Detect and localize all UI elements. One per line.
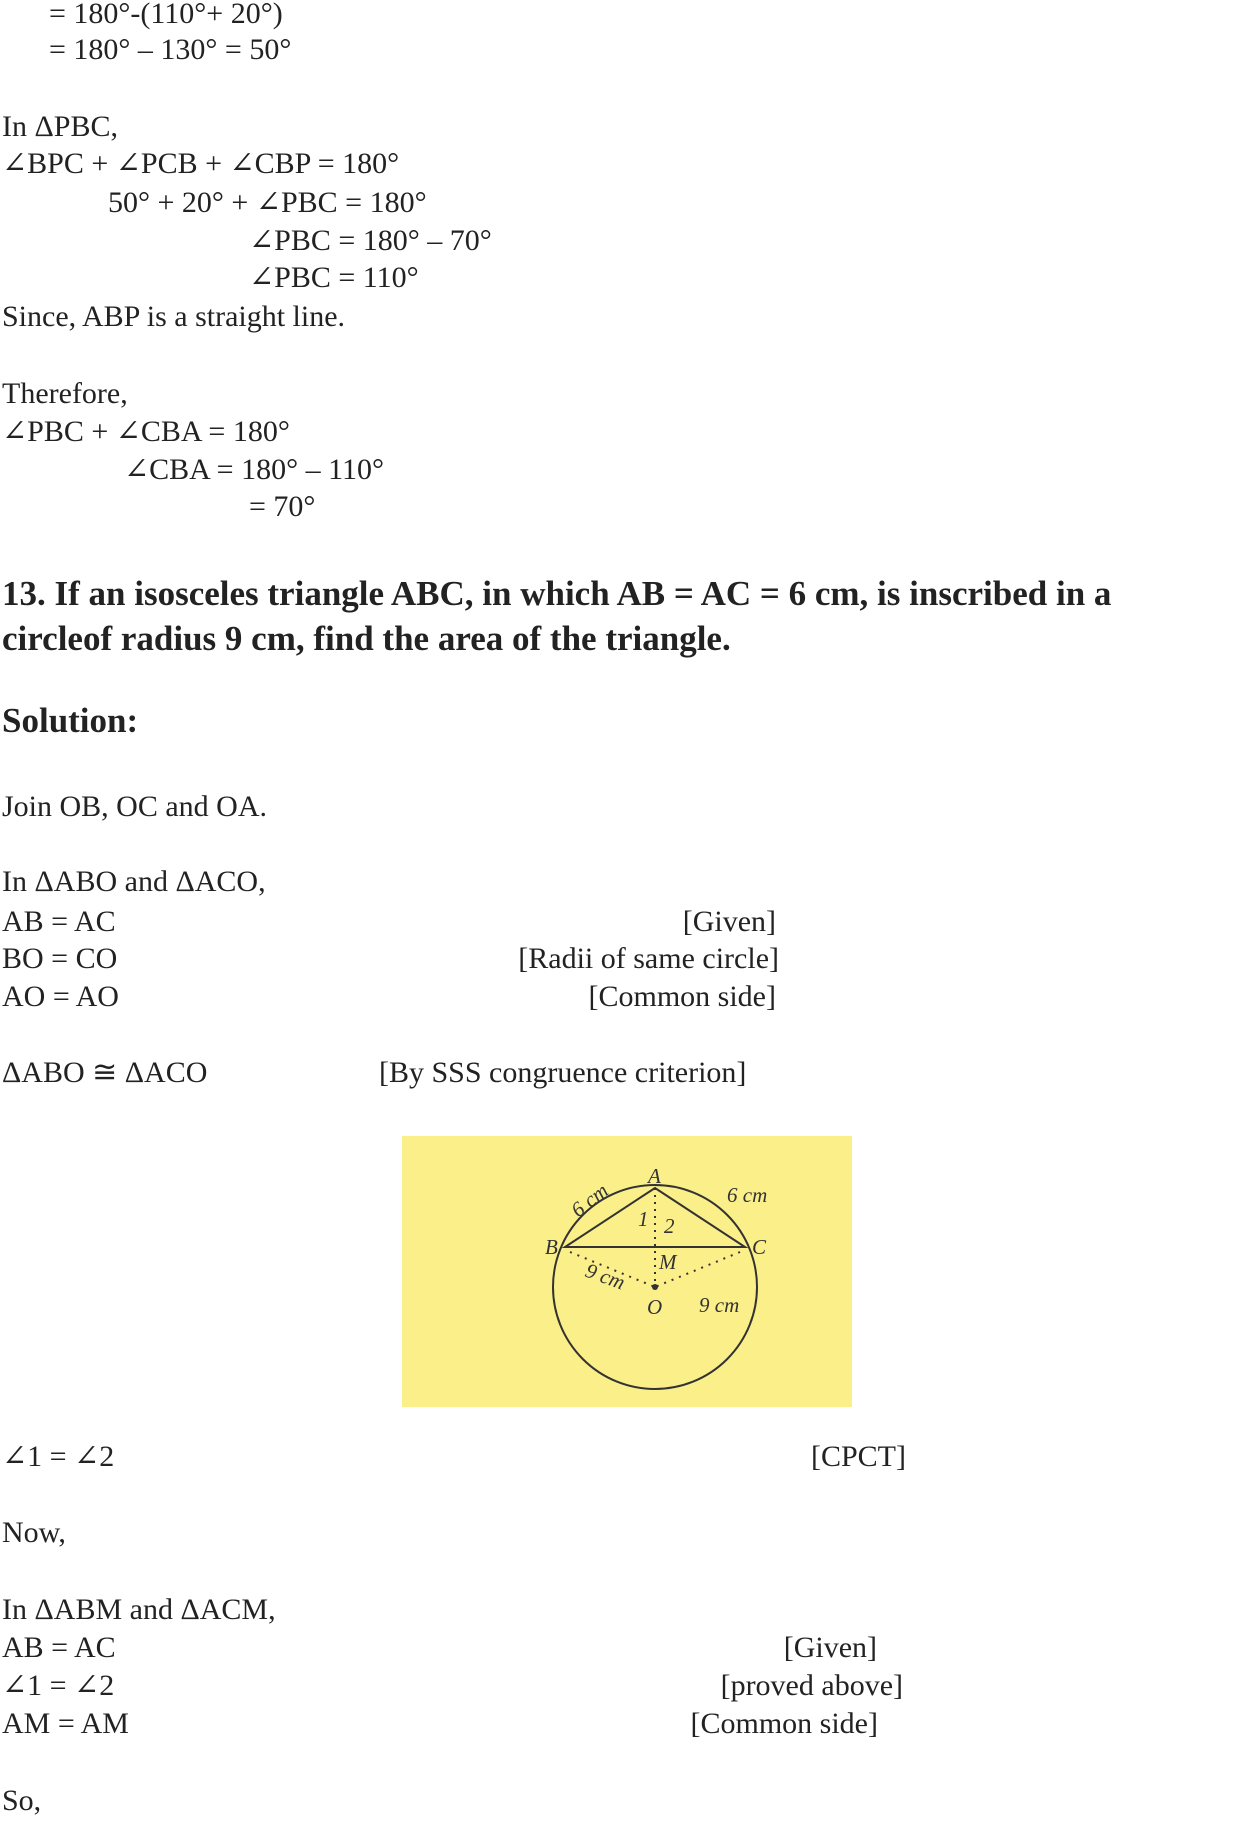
geometry-figure (402, 1136, 852, 1407)
text-line: So, (2, 1784, 42, 1817)
text-line: ∠1 = ∠2 (2, 1669, 115, 1702)
text-line: ∠1 = ∠2 (2, 1440, 115, 1473)
reason: [Common side] (690, 1707, 878, 1740)
label-ac: 6 cm (727, 1183, 768, 1207)
label-c: C (752, 1235, 767, 1259)
text-line: In ΔABO and ΔACO, (2, 865, 266, 898)
label-ob: 9 cm (582, 1258, 629, 1295)
text-line: ∠PBC = 180° – 70° (249, 224, 492, 257)
label-ab: 6 cm (566, 1178, 613, 1222)
solution-heading: Solution: (2, 701, 139, 740)
label-oc: 9 cm (699, 1293, 740, 1317)
text-line: Therefore, (2, 377, 128, 410)
text-line: = 180°-(110°+ 20°) (49, 0, 283, 30)
text-line: In ΔABM and ΔACM, (2, 1593, 276, 1626)
reason: [CPCT] (810, 1440, 906, 1473)
text-line: AB = AC (2, 1631, 116, 1664)
text-line: ΔABO ≅ ΔACO (2, 1056, 208, 1089)
text-line: = 70° (249, 490, 316, 523)
text-line: ∠PBC + ∠CBA = 180° (2, 415, 290, 448)
text-line: AB = AC (2, 905, 116, 938)
label-b: B (545, 1235, 558, 1259)
reason: [By SSS congruence criterion] (379, 1056, 747, 1089)
label-1: 1 (638, 1207, 649, 1231)
reason: [Given] (783, 1631, 877, 1664)
question-heading: 13. If an isosceles triangle ABC, in which AB = AC = 6 cm, is inscribed in a (2, 574, 1112, 613)
reason: [proved above] (720, 1669, 903, 1702)
text-line: In ΔPBC, (2, 110, 118, 143)
label-a: A (648, 1164, 661, 1188)
reason: [Radii of same circle] (518, 942, 779, 975)
text-line: ∠CBA = 180° – 110° (124, 453, 384, 486)
reason: [Common side] (588, 980, 776, 1013)
text-line: ∠PBC = 110° (249, 261, 419, 294)
text-line: 50° + 20° + ∠PBC = 180° (108, 186, 427, 219)
text-line: BO = CO (2, 942, 118, 975)
text-line: Now, (2, 1516, 66, 1549)
text-line: = 180° – 130° = 50° (49, 33, 292, 66)
text-line: AM = AM (2, 1707, 129, 1740)
text-line: AO = AO (2, 980, 119, 1013)
label-m: M (659, 1250, 677, 1274)
question-heading: circleof radius 9 cm, find the area of the triangle. (2, 619, 731, 658)
label-2: 2 (664, 1214, 675, 1238)
reason: [Given] (682, 905, 776, 938)
text-line: Join OB, OC and OA. (2, 790, 268, 823)
text-line: ∠BPC + ∠PCB + ∠CBP = 180° (2, 147, 400, 180)
text-line: Since, ABP is a straight line. (2, 300, 346, 333)
label-o: O (647, 1295, 663, 1319)
